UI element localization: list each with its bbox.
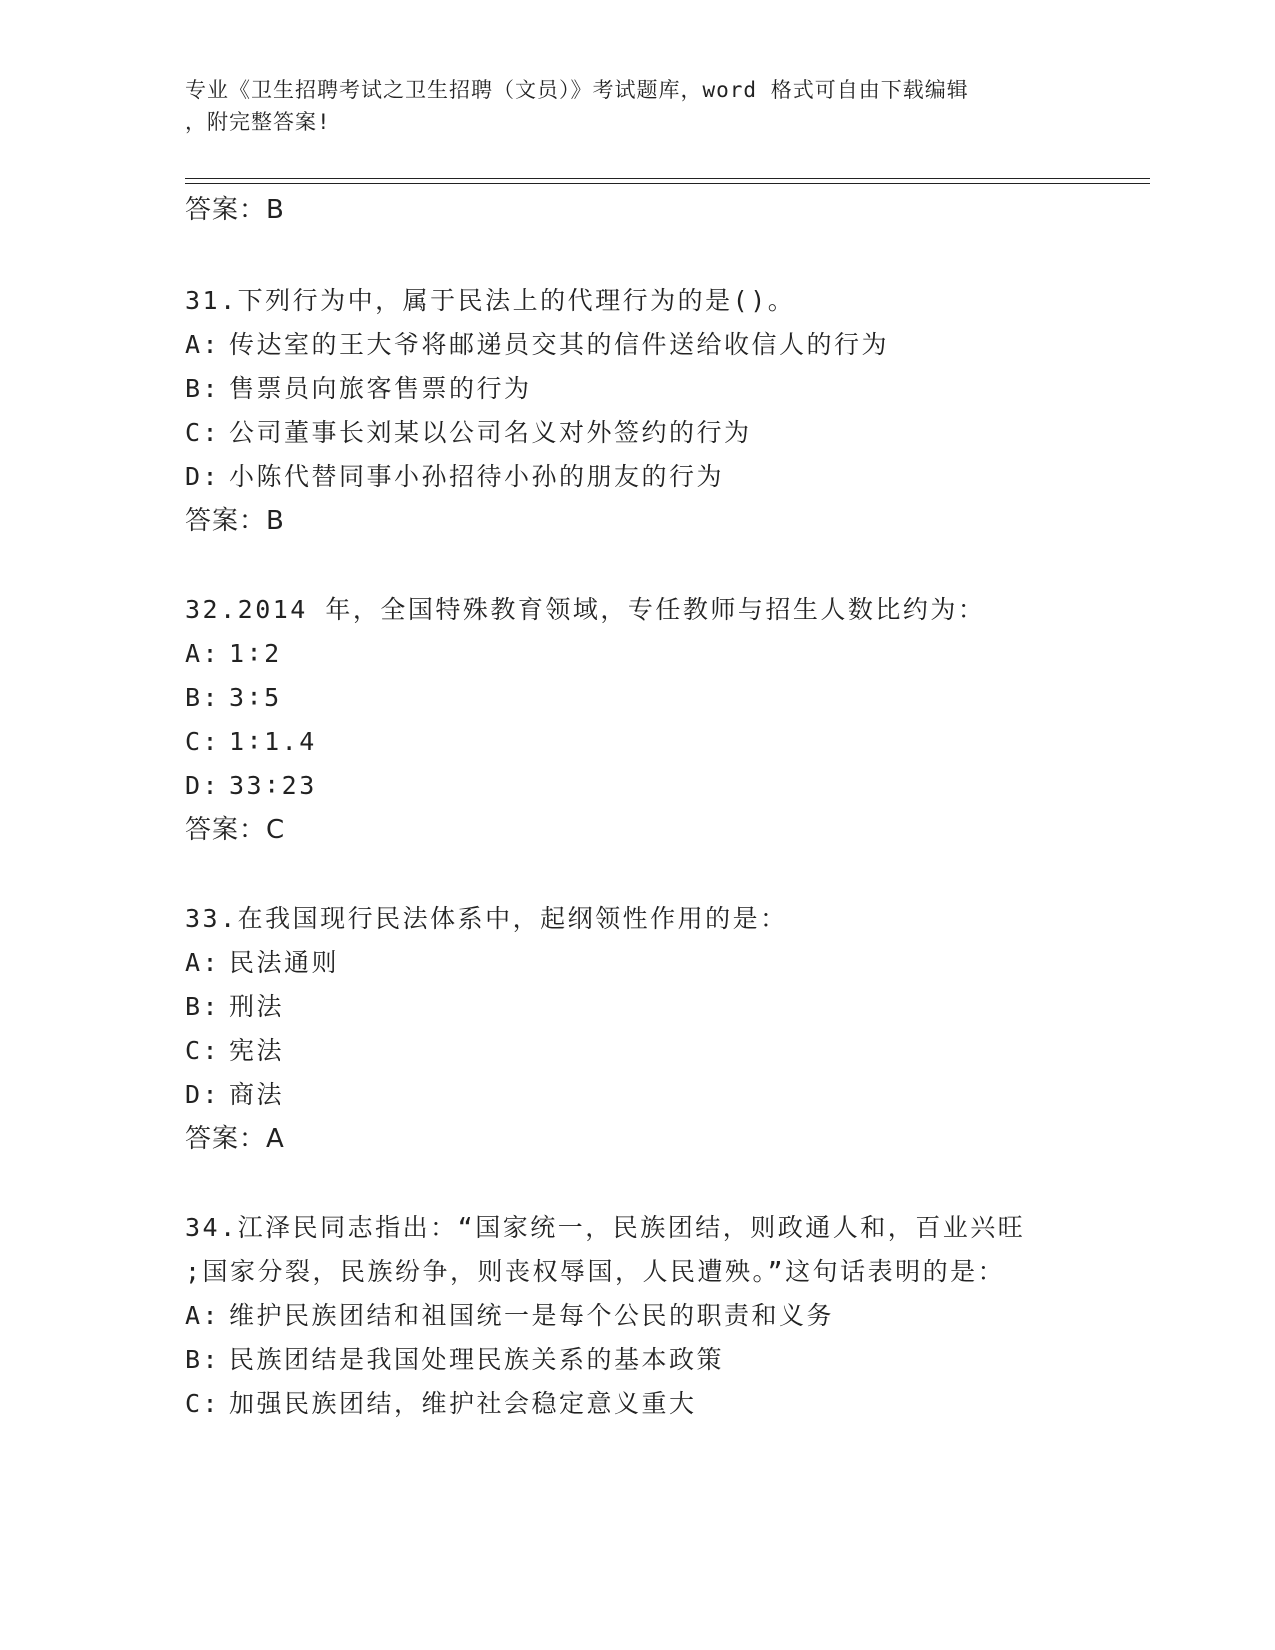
option-text: 小陈代替同事小孙招待小孙的朋友的行为 (229, 462, 725, 491)
question-stem: 33.在我国现行民法体系中，起纲领性作用的是： (185, 904, 788, 933)
option-text: 售票员向旅客售票的行为 (229, 374, 532, 403)
option-d (185, 769, 317, 803)
header-line-2: ，附完整答案! (185, 110, 331, 134)
option-a (185, 946, 339, 980)
option-text: 1∶1.4 (229, 727, 317, 756)
option-key: B: (185, 992, 221, 1021)
option-key: D: (185, 771, 221, 800)
question-stem: 32.2014 年，全国特殊教育领域，专任教师与招生人数比约为： (185, 595, 986, 624)
option-text: 33∶23 (229, 771, 317, 800)
answer-label: 答案：B (185, 506, 285, 536)
option-key: A: (185, 330, 221, 359)
option-key: A: (185, 948, 221, 977)
option-text: 1∶2 (229, 639, 282, 668)
header-divider-top (185, 178, 1150, 179)
option-key: B: (185, 374, 221, 403)
header-line-1: 专业《卫生招聘考试之卫生招聘（文员）》考试题库，word 格式可自由下载编辑 (185, 78, 969, 102)
option-c (185, 725, 317, 759)
option-text: 民族团结是我国处理民族关系的基本政策 (229, 1345, 725, 1374)
option-key: D: (185, 1080, 221, 1109)
option-text: 加强民族团结，维护社会稳定意义重大 (229, 1389, 697, 1418)
option-key: C: (185, 727, 221, 756)
option-text: 传达室的王大爷将邮递员交其的信件送给收信人的行为 (229, 330, 890, 359)
option-key: C: (185, 1389, 221, 1418)
answer-label: 答案：C (185, 815, 286, 845)
option-key: A: (185, 1301, 221, 1330)
option-b (185, 1343, 724, 1377)
option-a (185, 637, 282, 671)
question-stem: 34.江泽民同志指出：“国家统一，民族团结，则政通人和，百业兴旺 (185, 1213, 1026, 1242)
option-b (185, 372, 532, 406)
document-header (185, 74, 1085, 138)
option-d (185, 460, 724, 494)
option-key: B: (185, 683, 221, 712)
answer-label: 答案：A (185, 1124, 285, 1154)
option-text: 商法 (229, 1080, 285, 1109)
option-key: A: (185, 639, 221, 668)
option-key: C: (185, 1036, 221, 1065)
option-c (185, 1387, 697, 1421)
option-text: 公司董事长刘某以公司名义对外签约的行为 (229, 418, 752, 447)
option-text: 维护民族团结和祖国统一是每个公民的职责和义务 (229, 1301, 835, 1330)
option-d (185, 1078, 284, 1112)
option-a (185, 1299, 834, 1333)
option-c (185, 1034, 284, 1068)
question-stem-line-2: ;国家分裂，民族纷争，则丧权辱国，人民遭殃。”这句话表明的是： (185, 1257, 1006, 1286)
option-text: 民法通则 (229, 948, 340, 977)
option-a (185, 328, 889, 362)
question-stem: 31.下列行为中，属于民法上的代理行为的是()。 (185, 286, 796, 315)
option-text: 3∶5 (229, 683, 282, 712)
header-divider-bottom (185, 183, 1150, 184)
answer-label: 答案：B (185, 195, 285, 225)
option-key: D: (185, 462, 221, 491)
option-key: B: (185, 1345, 221, 1374)
option-b (185, 990, 284, 1024)
option-text: 刑法 (229, 992, 285, 1021)
option-c (185, 416, 752, 450)
option-b (185, 681, 282, 715)
option-text: 宪法 (229, 1036, 285, 1065)
option-key: C: (185, 418, 221, 447)
